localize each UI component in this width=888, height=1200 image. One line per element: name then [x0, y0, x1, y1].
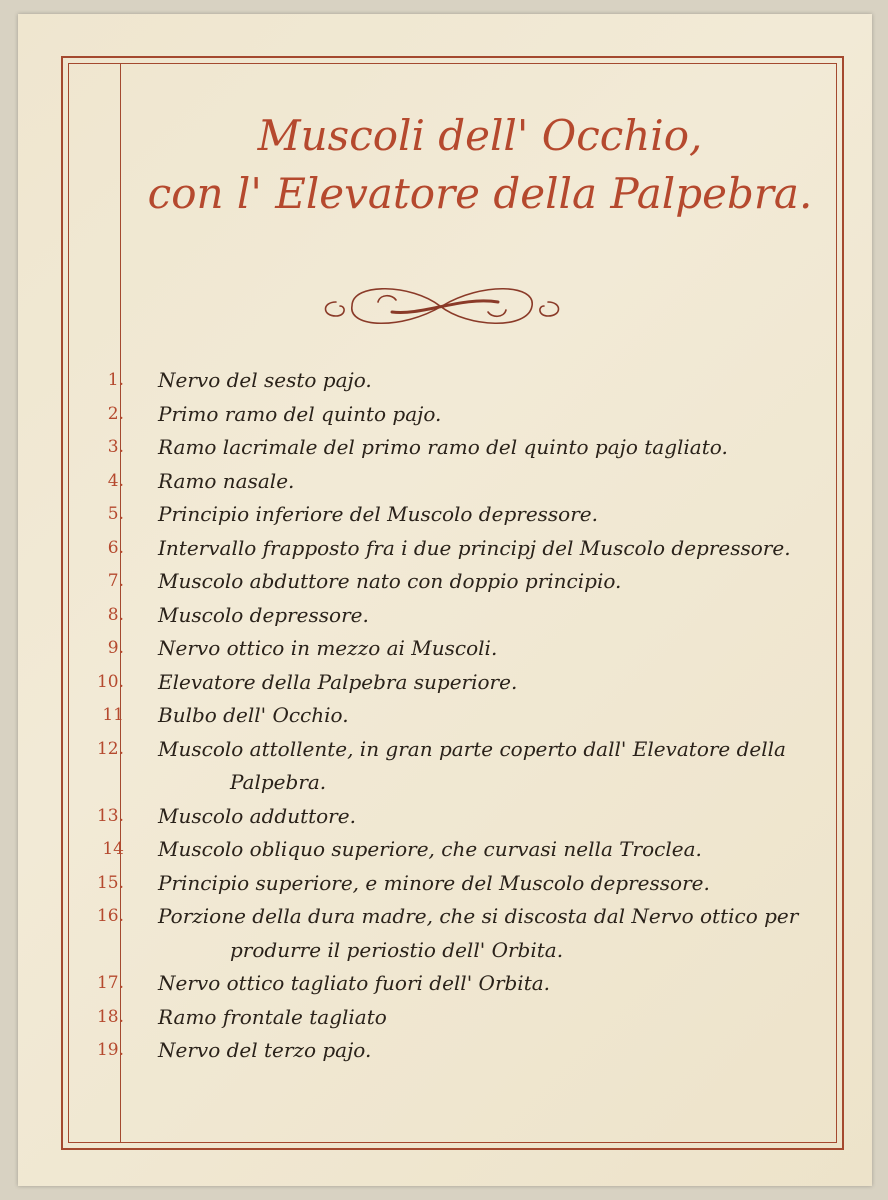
- entry-text: Ramo frontale tagliato: [158, 1004, 387, 1029]
- entry-number: 15.: [96, 872, 124, 893]
- entry-number: 18.: [96, 1006, 124, 1027]
- entry-number: 19.: [96, 1040, 124, 1060]
- entry-text: Elevatore della Palpebra superiore.: [158, 669, 518, 694]
- entry-text: Bulbo dell' Occhio.: [158, 703, 349, 727]
- entry-number: 3.: [107, 437, 124, 457]
- entry-number: 1.: [107, 370, 124, 390]
- entry-number: 9.: [107, 638, 124, 658]
- entry-text: Muscolo attollente, in gran parte coperto dall' Elevatore della: [158, 736, 786, 761]
- entry-text: Muscolo depressore.: [158, 602, 369, 627]
- entry-number: 6.: [107, 537, 124, 558]
- entry-text: Ramo lacrimale del primo ramo del quinto pajo tagliato.: [158, 435, 728, 459]
- entry-number: 4.: [107, 470, 124, 491]
- entry-text: Nervo ottico tagliato fuori dell' Orbita.: [158, 971, 551, 995]
- entry-text: Porzione della dura madre, che si discosta dal Nervo ottico per: [158, 904, 799, 928]
- entry-text: Nervo del sesto pajo.: [158, 368, 372, 392]
- entry-text: Muscolo obliquo superiore, che curvasi nella Troclea.: [158, 837, 702, 861]
- entry-number: 16.: [96, 906, 124, 926]
- entry-number: 7.: [107, 571, 124, 591]
- entry-number: 2.: [107, 403, 124, 424]
- entry-text-continuation: produrre il periostio dell' Orbita.: [230, 937, 564, 962]
- entry-number: 12.: [96, 738, 124, 759]
- entry-text: Muscolo abduttore nato con doppio principio.: [158, 569, 622, 593]
- entry-number: 14: [102, 839, 124, 859]
- flourish-ornament: [322, 272, 562, 340]
- entry-text-continuation: Palpebra.: [230, 770, 327, 794]
- entry-text: Nervo del terzo pajo.: [158, 1038, 372, 1062]
- title-line-2: con l' Elevatore della Palpebra.: [147, 169, 813, 218]
- entry-text: Principio inferiore del Muscolo depressore.: [158, 502, 598, 526]
- entry-text: Ramo nasale.: [158, 468, 295, 493]
- title-line-1: Muscoli dell' Occhio,: [257, 111, 703, 160]
- entry-text: Principio superiore, e minore del Muscolo depressore.: [158, 870, 710, 895]
- entry-number: 11: [102, 705, 124, 725]
- entry-text: Nervo ottico in mezzo ai Muscoli.: [158, 636, 498, 660]
- entry-number: 17.: [96, 973, 124, 993]
- entry-text: Intervallo frapposto fra i due principj del Muscolo depressore.: [158, 535, 791, 560]
- entry-text: Primo ramo del quinto pajo.: [158, 401, 442, 426]
- entry-number: 8.: [107, 604, 124, 625]
- entry-number: 5.: [107, 504, 124, 524]
- entry-number: 13.: [96, 805, 124, 826]
- entry-text: Muscolo adduttore.: [158, 803, 356, 828]
- entry-number: 10.: [96, 671, 124, 692]
